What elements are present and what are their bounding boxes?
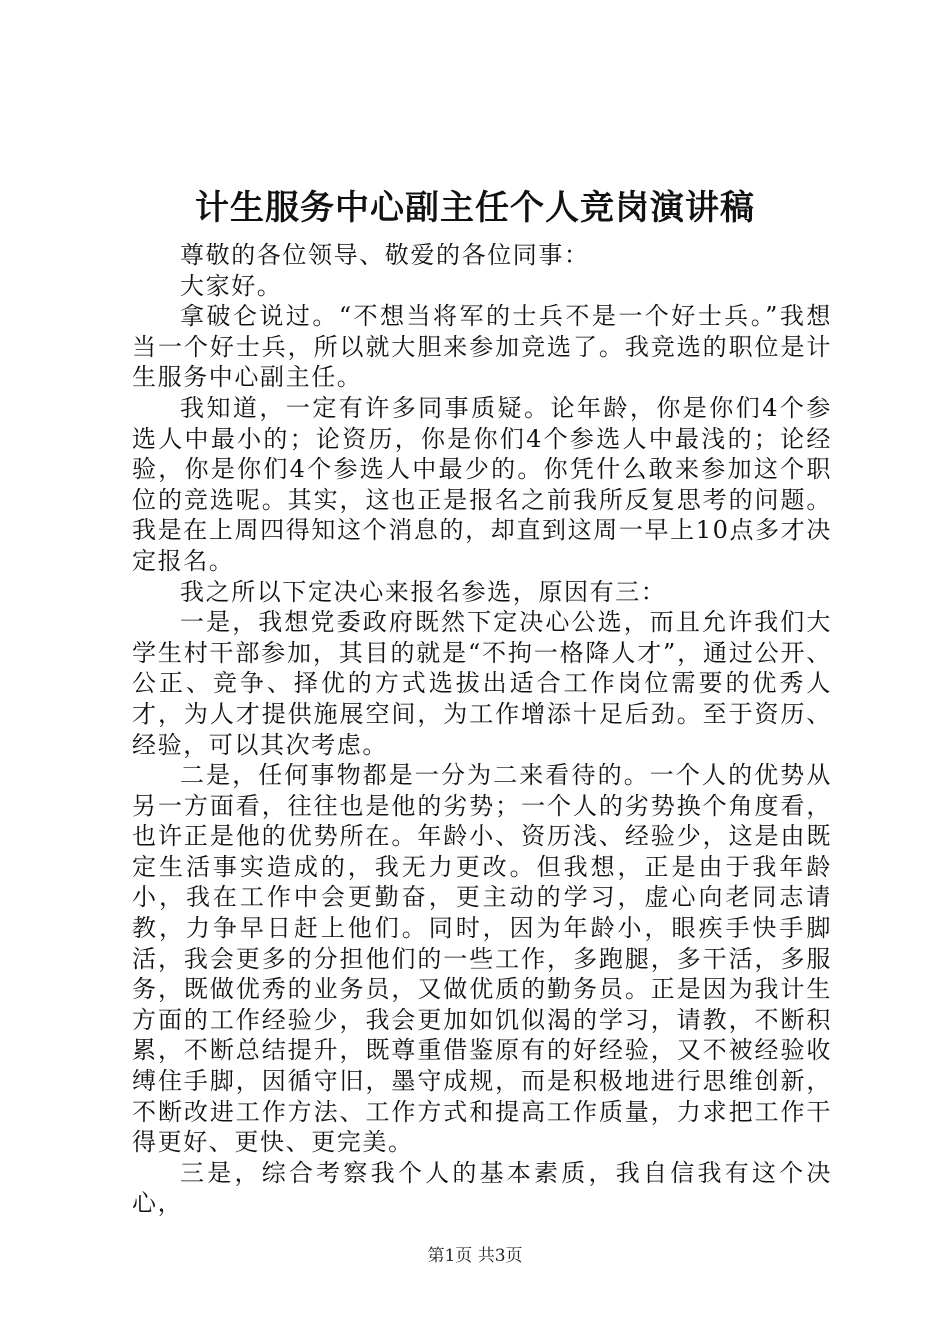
paragraph-greeting: 尊敬的各位领导、敬爱的各位同事： bbox=[180, 241, 590, 269]
paragraph-hello: 大家好。 bbox=[180, 271, 283, 300]
document-body bbox=[132, 240, 832, 1219]
paragraph-reason-one: 一是，我想党委政府既然下定决心公选，而且允许我们大学生村干部参加，其目的就是“不拘一格降人才”，通过公开、公正、竞争、择优的方式选拔出适合工作岗位需要的优秀人才，为人才提供施展空间，为工作增添十足后劲。至于资历、经验，可以其次考虑。 bbox=[132, 608, 832, 759]
paragraph-napoleon: 拿破仑说过。“不想当将军的士兵不是一个好士兵。”我想当一个好士兵，所以就大胆来参加竞选了。我竞选的职位是计生服务中心副主任。 bbox=[132, 302, 832, 392]
paragraph-reason-two: 二是，任何事物都是一分为二来看待的。一个人的优势从另一方面看，往往也是他的劣势；一个人的劣势换个角度看，也许正是他的优势所在。年龄小、资历浅、经验少，这是由既定生活事实造成的，我无力更改。但我想，正是由于我年龄小，我在工作中会更勤奋，更主动的学习，虚心向老同志请教，力争早日赶上他们。同时，因为年龄小，眼疾手快手脚活，我会更多的分担他们的一些工作，多跑腿，多干活，多服务，既做优秀的业务员，又做优质的勤务员。正是因为我计生方面的工作经验少，我会更加如饥似渴的学习，请教，不断积累，不断总结提升，既尊重借鉴原有的好经验，又不被经验收缚住手脚，因循守旧，墨守成规，而是积极地进行思维创新，不断改进工作方法、工作方式和提高工作质量，力求把工作干得更好、更快、更完美。 bbox=[132, 761, 832, 1157]
paragraph-reason-three: 三是，综合考察我个人的基本素质，我自信我有这个决心， bbox=[132, 1158, 832, 1218]
paragraph-doubts: 我知道，一定有许多同事质疑。论年龄，你是你们4个参选人中最小的；论资历，你是你们4个参选人中最浅的；论经验，你是你们4个参选人中最少的。你凭什么敢来参加这个职位的竞选呢。其实，这也正是报名之前我所反复思考的问题。我是在上周四得知这个消息的，却直到这周一早上10点多才决定报名。 bbox=[132, 393, 832, 575]
document-title: 计生服务中心副主任个人竞岗演讲稿 bbox=[195, 188, 755, 228]
paragraph-three-reasons: 我之所以下定决心来报名参选，原因有三： bbox=[180, 577, 667, 606]
page-number-footer: 第1页 共3页 bbox=[427, 1246, 523, 1266]
